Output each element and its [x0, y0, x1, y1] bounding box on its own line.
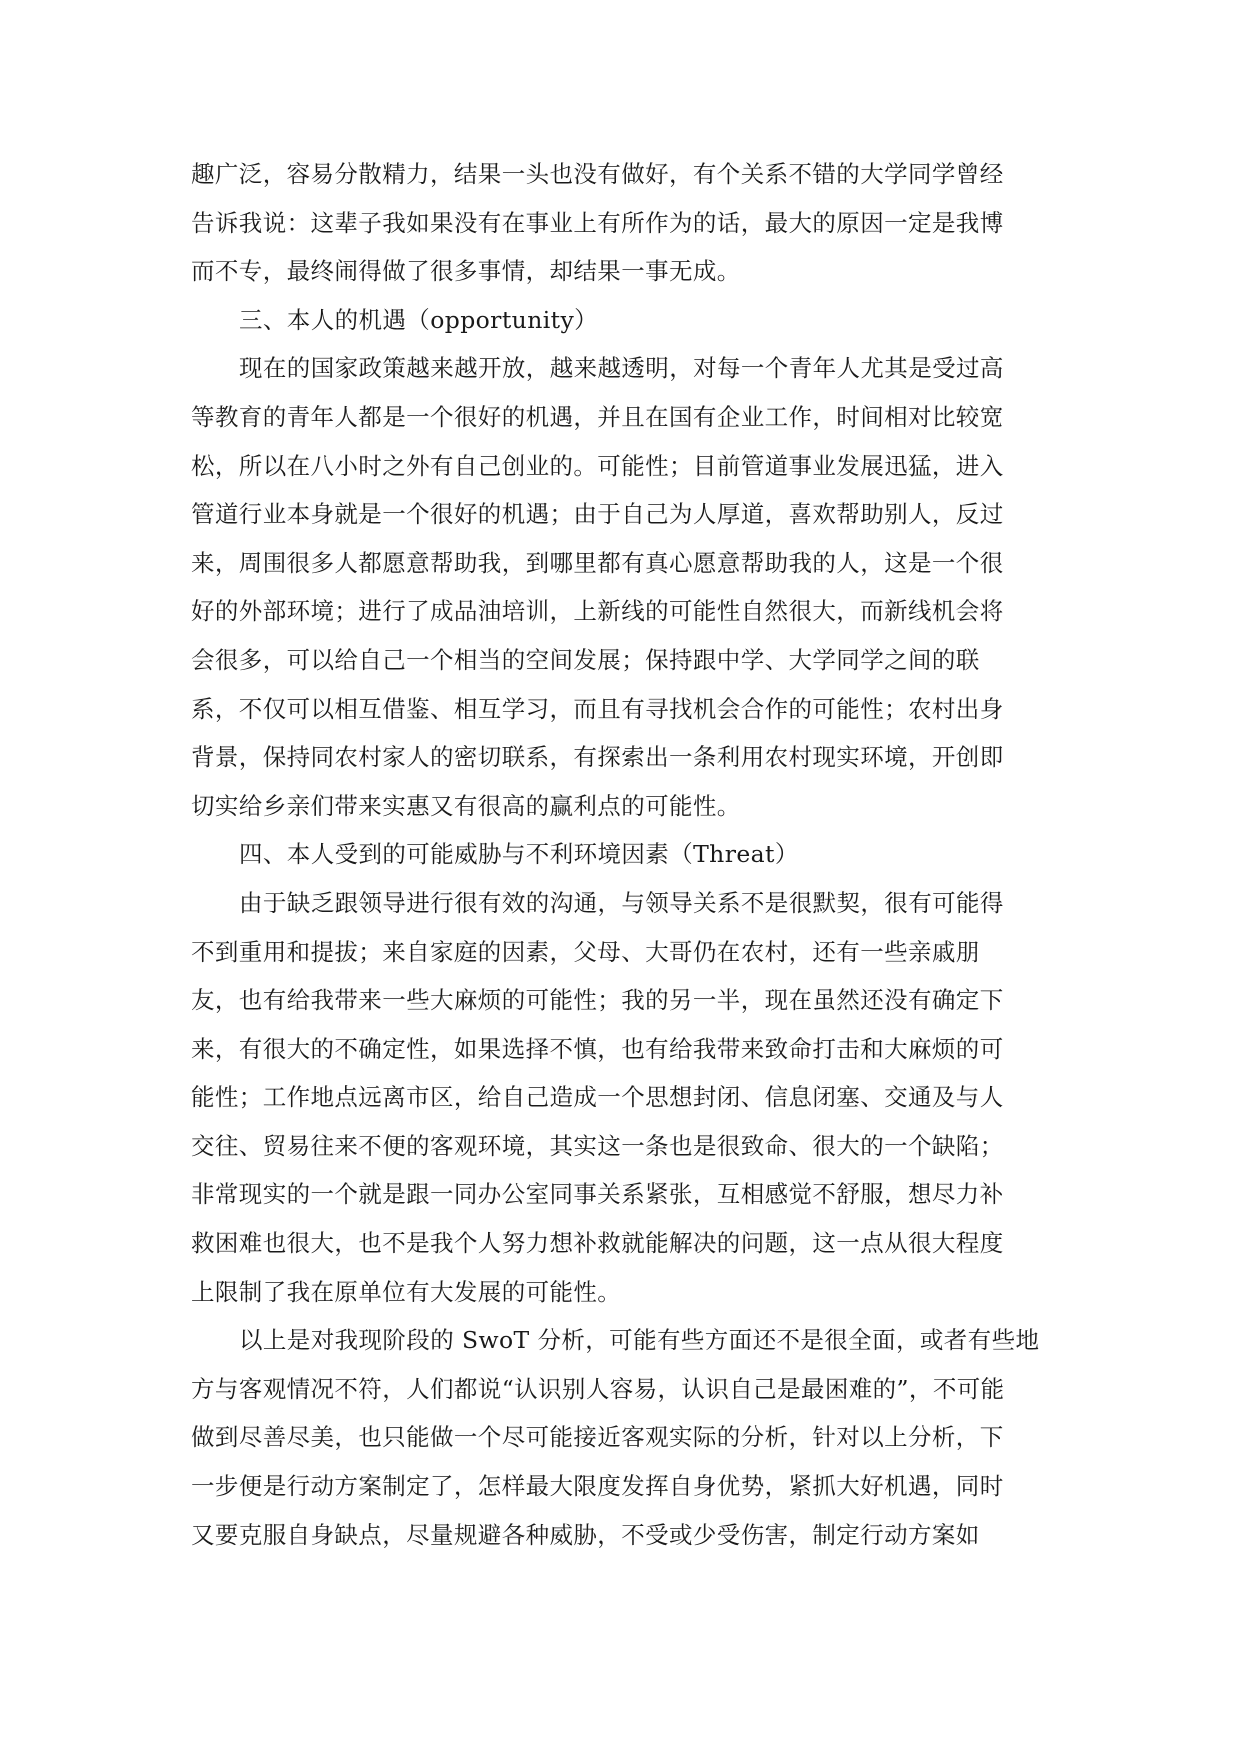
text-line: 四、本人受到的可能威胁与不利环境因素（Threat） — [239, 840, 799, 869]
text-line: 做到尽善尽美，也只能做一个尽可能接近客观实际的分析，针对以上分析，下 — [191, 1423, 1004, 1452]
text-line: 以上是对我现阶段的 SwoT 分析，可能有些方面还不是很全面，或者有些地 — [239, 1326, 1040, 1355]
text-line: 等教育的青年人都是一个很好的机遇，并且在国有企业工作，时间相对比较宽 — [191, 402, 1004, 431]
body-text — [191, 150, 1053, 1559]
text-line: 三、本人的机遇（opportunity） — [239, 305, 599, 334]
text-line: 告诉我说：这辈子我如果没有在事业上有所作为的话，最大的原因一定是我博 — [191, 208, 1004, 237]
text-line: 不到重用和提拔；来自家庭的因素，父母、大哥仍在农村，还有一些亲戚朋 — [191, 937, 980, 966]
text-line: 交往、贸易往来不便的客观环境，其实这一条也是很致命、很大的一个缺陷； — [191, 1131, 1004, 1160]
text-line: 好的外部环境；进行了成品油培训，上新线的可能性自然很大，而新线机会将 — [191, 597, 1004, 626]
text-line: 管道行业本身就是一个很好的机遇；由于自己为人厚道，喜欢帮助别人，反过 — [191, 500, 1004, 529]
text-line: 会很多，可以给自己一个相当的空间发展；保持跟中学、大学同学之间的联 — [191, 645, 980, 674]
text-line: 由于缺乏跟领导进行很有效的沟通，与领导关系不是很默契，很有可能得 — [239, 888, 1004, 917]
text-line: 背景，保持同农村家人的密切联系，有探索出一条利用农村现实环境，开创即 — [191, 743, 1004, 772]
text-line: 而不专，最终闹得做了很多事情，却结果一事无成。 — [191, 257, 741, 286]
text-line: 松，所以在八小时之外有自己创业的。可能性；目前管道事业发展迅猛，进入 — [191, 451, 1004, 480]
text-line: 来，有很大的不确定性，如果选择不慎，也有给我带来致命打击和大麻烦的可 — [191, 1034, 1004, 1063]
text-line: 来，周围很多人都愿意帮助我，到哪里都有真心愿意帮助我的人，这是一个很 — [191, 548, 1004, 577]
text-line: 趣广泛，容易分散精力，结果一头也没有做好，有个关系不错的大学同学曾经 — [191, 160, 1004, 188]
text-line: 方与客观情况不符，人们都说“认识别人容易，认识自己是最困难的”，不可能 — [191, 1374, 1005, 1403]
text-line: 非常现实的一个就是跟一同办公室同事关系紧张，互相感觉不舒服，想尽力补 — [191, 1180, 1004, 1209]
text-line: 救困难也很大，也不是我个人努力想补救就能解决的问题，这一点从很大程度 — [191, 1229, 1004, 1258]
text-line: 系，不仅可以相互借鉴、相互学习，而且有寻找机会合作的可能性；农村出身 — [191, 694, 1004, 723]
text-line: 上限制了我在原单位有大发展的可能性。 — [191, 1277, 622, 1306]
text-line: 切实给乡亲们带来实惠又有很高的赢利点的可能性。 — [191, 791, 741, 820]
text-line: 又要克服自身缺点，尽量规避各种威胁，不受或少受伤害，制定行动方案如 — [191, 1520, 980, 1549]
text-line: 现在的国家政策越来越开放，越来越透明，对每一个青年人尤其是受过高 — [239, 354, 1004, 383]
text-line: 一步便是行动方案制定了，怎样最大限度发挥自身优势，紧抓大好机遇，同时 — [191, 1472, 1004, 1501]
text-line: 能性；工作地点远离市区，给自己造成一个思想封闭、信息闭塞、交通及与人 — [191, 1083, 1004, 1112]
text-line: 友，也有给我带来一些大麻烦的可能性；我的另一半，现在虽然还没有确定下 — [191, 986, 1004, 1015]
